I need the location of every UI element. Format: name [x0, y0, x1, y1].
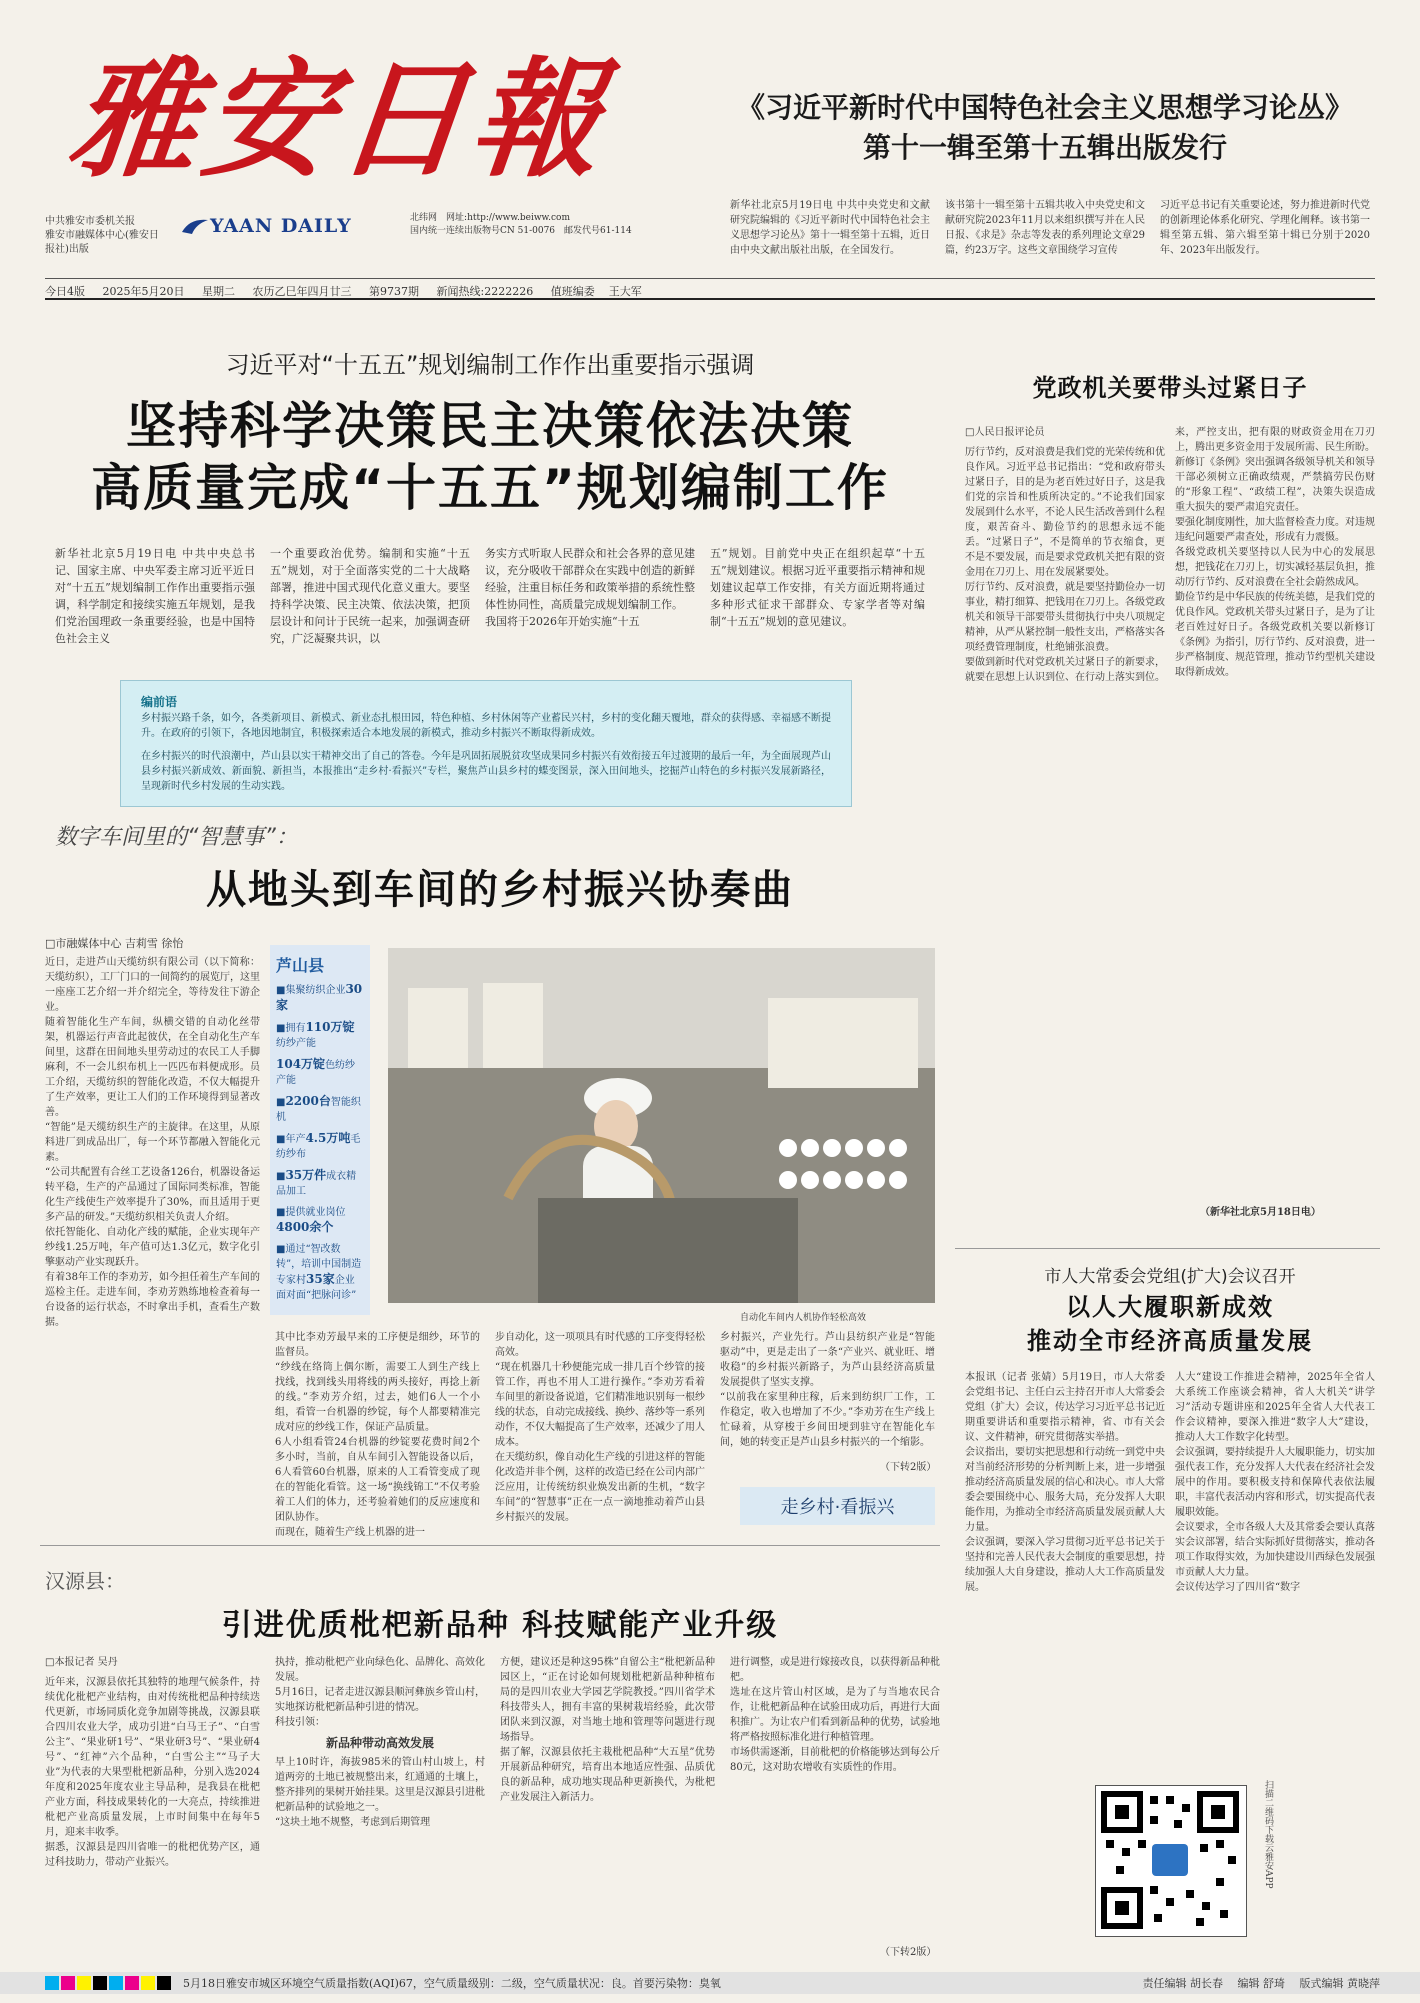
- commentary-col-2: 来，严控支出，把有限的财政资金用在刀刃上，腾出更多资金用于发展所需、民生所盼。 新修订《条例》突出强调各级领导机关和领导干部必须树立正确政绩观，严禁搞劳民伤财的“形象工程”、“政绩工程”，决策失误造成重大损失的要严肃追究责任。 要强化制度刚性，加大监督检查力度。对违规违纪问题要严肃查处，形成有力震慑。 各级党政机关要坚持以人民为中心的发展思想，把钱花在刀刃上，切实减轻基层负担，推动厉行节约、反对浪费在全社会蔚然成风。 勤俭节约是中华民族的传统美德，是我们党的优良作风。党政机关带头过紧日子，是为了让老百姓过好日子。各级党政机关要以新修订《条例》为指引，厉行节约、反对浪费，进一步严格制度、规范管理，推动节约型机关建设取得新成效。: [1175, 427, 1375, 678]
- feature-col-4: 乡村振兴，产业先行。芦山县纺织产业是“智能驱动”中，更是走出了一条“产业兴、就业旺、增收稳”的乡村振兴新路子，为芦山县经济高质量发展提供了坚实支撑。 “以前我在家里种庄稼，后来到纺织厂工作，工作稳定，收入也增加了不少。”李劝芳在生产线上忙碌着，从穿梭于乡间田埂到驻守在智能化车间，她的转变正是芦山县乡村振兴的一个缩影。: [720, 1332, 935, 1448]
- feature-kicker: 数字车间里的“智慧事”：: [55, 825, 298, 850]
- stats-sidebar-content: [270, 945, 370, 1311]
- column-tag: 走乡村·看振兴: [740, 1487, 935, 1525]
- editor-note-p2: 在乡村振兴的时代浪潮中，芦山县以实干精神交出了自己的答卷。今年是巩固拓展脱贫攻坚成果同乡村振兴有效衔接五年过渡期的最后一年，为全面展现芦山县乡村振兴新成效、新面貌、新担当，本报推出“走乡村·看振兴”专栏，聚焦芦山县乡村的蝶变图景，深入田间地头，挖掘芦山特色的乡村振兴发展新路径，呈现新时代乡村发展的生动实践。: [141, 751, 831, 792]
- website[interactable]: 网址:http://www.beiww.com: [446, 213, 571, 223]
- bird-icon: [180, 214, 210, 238]
- english-logo: YAAN DAILY: [210, 215, 352, 237]
- stats-item: [276, 982, 364, 1014]
- page-count: 今日4版: [45, 285, 85, 298]
- top-story-col-2: 该书第十一辑至第十五辑共收入中央党史和文献研究院2023年11月以来组织撰写并在人民日报、《求是》杂志等发表的系列理论文章29篇，约23万字。这些文章围绕学习宣传: [945, 200, 1145, 256]
- website-label: 北纬网: [410, 213, 438, 223]
- commentary-headline: 党政机关要带头过紧日子: [1032, 374, 1308, 402]
- qr-note: 扫描二维码下载云雅安APP: [1263, 1780, 1273, 1889]
- color-registration-marks: [45, 1976, 173, 1990]
- npc-top-rule: [955, 1248, 1380, 1249]
- stats-item-text2: 成衣精品加工: [276, 1171, 357, 1197]
- stats-item-text2: 企业面对面“把脉问诊”: [276, 1275, 357, 1301]
- aqi-notice: 5月18日雅安市城区环境空气质量指数(AQI)67，空气质量级别：二级，空气质量状况：良。首要污染物：臭氧: [183, 1977, 721, 1990]
- stats-item-text: ■: [276, 1171, 286, 1182]
- editor-note-box: [120, 680, 852, 807]
- publisher-block: [45, 215, 165, 257]
- bottom-headline: 引进优质枇杷新品种 科技赋能产业升级: [221, 1608, 779, 1643]
- top-story-title-line1: 《习近平新时代中国特色社会主义思想学习论丛》: [736, 91, 1353, 124]
- dateline-rule: [45, 298, 1375, 300]
- npc-headline-line1: 以人大履职新成效: [1066, 1293, 1274, 1321]
- stats-item-text: ■拥有: [276, 1023, 306, 1034]
- factory-photo-illustration: [388, 948, 935, 1303]
- masthead-title: 雅安日報: [62, 45, 614, 195]
- top-story-col-3: 习近平总书记有关重要论述，努力推进新时代党的创新理论体系化研究、学理化阐释。该书第一辑至第五辑、第六辑至第十辑已分别于2020年、2023年出版发行。: [1160, 200, 1370, 256]
- stats-item-number: 35家: [306, 1272, 335, 1286]
- duty-editor-name: 王大军: [608, 285, 642, 298]
- lead-headline-line1: 坚持科学决策民主决策依法决策: [126, 397, 854, 455]
- lead-col-1: 新华社北京5月19日电 中共中央总书记、国家主席、中央军委主席习近平近日对“十五五”规划编制工作作出重要指示强调，科学制定和接续实施五年规划，是我们党治国理政一条重要经验，也是中国特色社会主义: [55, 547, 255, 645]
- issue-number: 第9737期: [369, 285, 419, 298]
- stats-sidebar: [270, 945, 370, 1315]
- qr-code[interactable]: [1095, 1785, 1247, 1937]
- feature-headline: 从地头到车间的乡村振兴协奏曲: [206, 867, 794, 913]
- stats-list: [276, 982, 364, 1303]
- news-hotline: 新闻热线:2222226: [436, 285, 534, 298]
- stats-city: 芦山县: [276, 956, 325, 975]
- duty-editor-label: 值班编委: [550, 285, 595, 298]
- publication-info: [410, 212, 660, 238]
- publisher-line-2: 雅安市融媒体中心(雅安日报社)出版: [45, 230, 159, 255]
- bottom-col-2-wrap: [275, 1655, 485, 1960]
- npc-headline: [965, 1290, 1375, 1358]
- commentary-col-1: 厉行节约，反对浪费是我们党的光荣传统和优良作风。习近平总书记指出：“党和政府带头过紧日子，目的是为老百姓过好日子，这是我们党的宗旨和性质所决定的。”不论我们国家发展到什么水平，不论人民生活改善到什么程度，艰苦奋斗、勤俭节约的思想永远不能丢。“过紧日子”，不是简单的节衣缩食，更不是不要发展，而是要求党政机关把有限的资金用在刀刃上、用在发展紧要处。 厉行节约、反对浪费，就是要坚持勤俭办一切事业，精打细算、把钱用在刀刃上。各级党政机关和领导干部要带头贯彻执行中央八项规定精神，从严从紧控制一般性支出，严格落实各项经费管理制度，杜绝铺张浪费。 要做到新时代对党政机关过紧日子的新要求，就要在思想上认识到位、在行动上落实到位。: [965, 447, 1165, 683]
- footer-layout: 黄晓萍: [1347, 1977, 1380, 1990]
- qr-code-icon: [1096, 1786, 1244, 1934]
- editor-note-label: 编前语: [141, 695, 178, 709]
- lunar-date: 农历乙巳年四月廿三: [252, 285, 352, 298]
- stats-item: [276, 1057, 364, 1088]
- commentary-dateline-end: （新华社北京5月18日电）: [1200, 1207, 1321, 1218]
- stats-item: [276, 1242, 364, 1303]
- stats-item: [276, 1094, 364, 1125]
- feature-byline: □市融媒体中心 吉莉雪 徐怡: [45, 937, 184, 950]
- issn: 国内统一连续出版物号CN 51-0076: [410, 226, 556, 236]
- stats-item: [276, 1020, 364, 1051]
- footer-copy-label: 编辑: [1237, 1977, 1260, 1990]
- top-story-col-1: 新华社北京5月19日电 中共中央党史和文献研究院编辑的《习近平新时代中国特色社会主义思想学习论丛》第十一辑至第十五辑，近日由中央文献出版社出版，在全国发行。: [730, 200, 930, 256]
- npc-headline-line2: 推动全市经济高质量发展: [1027, 1327, 1313, 1355]
- bottom-col-4: 进行调整，或是进行嫁接改良，以获得新品种枇杷。 选址在这片管山村区域，是为了与当地农民合作，让枇杷新品种在试验田成功后，再进行大面积推广。为让农户们看到新品种的优势，试验地将严格按照标准化进行种植管理。 市场供需逐渐，目前枇杷的价格能够达到每公斤80元，这对助农增收有实质性的作用。: [730, 1657, 940, 1773]
- lead-col-2: 一个重要政治优势。编制和实施“十五五”规划，对于全面落实党的二十大战略部署，推进中国式现代化意义重大。要坚持科学决策、民主决策、依法决策，把顶层设计和问计于民统一起来，加强调查研究，广泛凝聚共识，以: [270, 547, 470, 645]
- editor-note-p1: 乡村振兴路千条，如今，各类新项目、新模式、新业态扎根田园，特色种植、乡村休闲等产业蓄民兴村，乡村的变化翻天覆地，群众的获得感、幸福感不断提升。在政府的引领下，各地因地制宜，积极探索适合本地发展的新模式，推动乡村振兴不断取得新成效。: [141, 713, 831, 739]
- top-rule: [45, 278, 1375, 279]
- stats-item-text2: 色纺纱产能: [276, 1060, 356, 1086]
- bottom-col-3: 方便，建议还是种这95株”自留公主“枇杷新品种园区上，“正在讨论如何规划枇杷新品种种植布局的是四川农业大学园艺学院教授。”四川省学术科技带头人，拥有丰富的果树栽培经验，此次带团队来到汉源，对当地土地和管理等问题进行现场指导。 据了解，汉源县依托主栽枇杷品种“大五星”优势开展新品种研究，培育出本地适应性强、品质优良的新品种，成功地实现品种更新换代，为枇杷产业发展注入新活力。: [500, 1657, 715, 1803]
- bottom-continued: （下转2版）: [880, 1947, 937, 1958]
- stats-item: [276, 1168, 364, 1199]
- feature-col-2: 其中比李劝芳最早来的工序便是细纱，环节的监督员。 “纱线在络筒上偶尔断，需要工人到生产线上找线，找到线头用将线的两头接好，再捻上新的线。”李劝芳介绍，过去，她们6人一个小组，看管一台机器的纱锭，每个人都要精准完成对应的纱线工作，保证产品质量。 6人小组看管24台机器的纱锭要花费时间2个多小时，当前，自从车间引入智能设备以后，6人看管60台机器，原来的人工看管变成了现在的智能化看管。这一场“换线锦工”不仅考验着工人们的体力，还考验着她们的反应速度和团队协作。 而现在，随着生产线上机器的进一: [275, 1332, 480, 1538]
- stats-item-text: ■年产: [276, 1134, 306, 1145]
- factory-photo: [388, 948, 935, 1303]
- stats-item-text: ■提供就业岗位: [276, 1207, 346, 1218]
- feature-col-1: 近日，走进芦山天缆纺织有限公司（以下简称：天缆纺织），工厂门口的一间简约的展览厅，这里一座座工艺介绍一并介绍完全，等待发往下游企业。 随着智能化生产车间，纵横交错的自动化丝带架，机器运行声音此起彼伏，在全自动化生产车间里，这群在田间地头里劳动过的农民工人手脚麻利，不一会儿织布机上一匹匹布料便成形。员工介绍，天缆纺织的智能化改造，不仅大幅提升了生产效率，更让工人们的工作环境得到显著改善。 “智能”是天缆纺织生产的主旋律。在这里，从原料进厂到成品出厂，每一个环节都融入智能化元素。 “公司共配置有合丝工艺设备126台，机器设备运转平稳，生产的产品通过了国际同类标准，智能化生产线使生产效率提升了30%，而且适用于更多产品的研发。”天缆纺织相关负责人介绍。 依托智能化、自动化产线的赋能，企业实现年产纱线1.25万吨，年产值可达1.3亿元，数字化引擎驱动产业实现跃升。 有着38年工作的李劝芳，如今担任着生产车间的巡检主任。走进车间，李劝芳熟练地检查着每一台设备的运行状态，不时拿出手机，查看生产数据。: [45, 957, 260, 1328]
- publisher-line-1: 中共雅安市委机关报: [45, 216, 135, 227]
- stats-item-number: 4.5万吨: [305, 1131, 351, 1145]
- stats-item-number: 4800余个: [276, 1220, 334, 1234]
- stats-item-text2: 毛纺纱布: [276, 1134, 361, 1160]
- top-story-title-line2: 第十一辑至第十五辑出版发行: [862, 131, 1227, 164]
- footer-bar: [0, 1972, 1420, 1994]
- stats-item: [276, 1131, 364, 1162]
- npc-kicker: 市人大常委会党组(扩大)会议召开: [1044, 1267, 1296, 1287]
- npc-col-2: 人大“建设工作推进会精神，2025年全省人大系统工作座谈会精神，省人大机关“讲学习”活动专题讲座和2025年全省人大代表工作会议精神，要深入推进“数字人大”建设，推动人大工作数字化转型。 会议强调，要持续提升人大履职能力，切实加强代表工作，充分发挥人大代表在经济社会发展中的作用。要积极支持和保障代表依法履职，丰富代表活动内容和形式，切实提高代表履职效能。 会议要求，全市各级人大及其常委会要认真落实会议部署，结合实际抓好贯彻落实，推动各项工作取得实效，为加快建设川西绿色发展强市贡献人大力量。 会议传达学习了四川省“数字: [1175, 1372, 1375, 1593]
- bottom-subheader: 新品种带动高效发展: [325, 1736, 434, 1750]
- feature-continued: （下转2版）: [880, 1462, 937, 1473]
- date: 2025年5月20日: [102, 285, 185, 298]
- masthead: [62, 30, 640, 210]
- bottom-top-rule: [40, 1545, 940, 1546]
- footer-editors: [1143, 1975, 1381, 1991]
- stats-item-text: ■通过“智改数转”，培训中国制造专家村: [276, 1244, 362, 1286]
- lead-headline-line2: 高质量完成“十五五”规划编制工作: [91, 459, 889, 517]
- stats-item-number: 104万锭: [276, 1057, 326, 1071]
- stats-item-number: 2200台: [285, 1094, 331, 1108]
- footer-editor: 胡长春: [1190, 1977, 1223, 1990]
- bottom-kicker: 汉源县：: [45, 1569, 125, 1593]
- stats-item-number: 30家: [276, 982, 363, 1012]
- npc-col-1: 本报讯（记者 张婧）5月19日，市人大常委会党组书记、主任白云主持召开市人大常委会党组（扩大）会议，传达学习习近平总书记近期重要讲话和重要指示精神，省、市有关会议、文件精神，研究贯彻落实举措。 会议指出，要切实把思想和行动统一到党中央对当前经济形势的分析判断上来，进一步增强推动经济高质量发展的信心和决心。市人大常委会要围绕中心、服务大局，充分发挥人大职能作用，为推动全市经济高质量发展贡献人大力量。 会议强调，要深入学习贯彻习近平总书记关于坚持和完善人民代表大会制度的重要思想，持续加强人大自身建设，推动人大工作高质量发展。: [965, 1372, 1165, 1593]
- postal-code: 邮发代号61-114: [564, 226, 632, 236]
- top-story-title: [700, 88, 1390, 168]
- yaan-daily-logo: [180, 214, 400, 238]
- stats-item-number: 35万件: [285, 1168, 327, 1182]
- feature-col-3: 步自动化，这一项项具有时代感的工序变得轻松高效。 “现在机器几十秒便能完成一排几百个纱管的接管工作，再也不用人工进行操作。”李劝芳看着车间里的新设备说道，它们精准地识别每一根纱线的状态，自动完成接线、换纱、落纱等一系列动作，不仅大幅提高了生产效率，还减少了用人成本。 在天缆纺织，像自动化生产线的引进这样的智能化改造并非个例，这样的改造已经在公司内部广泛应用，让传统纺织业焕发出新的生机，“数字车间”的“智慧事”正在一点一滴地推动着芦山县乡村振兴的发展。: [495, 1332, 705, 1523]
- commentary-byline: □人民日报评论员: [965, 427, 1045, 438]
- bottom-col-2b: 早上10时许，海拔985米的管山村山坡上，村道两旁的土地已被规整出来，红通通的土壤上，整齐排列的果树开始挂果。这里是汉源县引进枇杷新品种的试验地之一。 “这块土地不规整，考虑到后期管理: [275, 1757, 485, 1828]
- bottom-byline: □本报记者 吴丹: [45, 1657, 118, 1668]
- lead-col-3: 务实方式听取人民群众和社会各界的意见建议，充分吸收干部群众在实践中创造的新鲜经验，注重目标任务和政策举措的系统性整体性协同性，高质量完成规划编制工作。 我国将于2026年开始实施“十五: [485, 547, 695, 628]
- stats-item-text2: 智能织机: [276, 1097, 361, 1123]
- footer-layout-label: 版式编辑: [1299, 1977, 1344, 1990]
- footer-copy: 舒琦: [1263, 1977, 1285, 1990]
- bottom-col-2: 执持，推动枇杷产业向绿色化、品牌化、高效化发展。 5月16日，记者走进汉源县顺河彝族乡管山村，实地探访枇杷新品种引进的情况。 科技引领：: [275, 1657, 485, 1728]
- stats-item-text: ■集聚纺织企业: [276, 985, 346, 996]
- footer-editor-label: 责任编辑: [1142, 1977, 1187, 1990]
- dateline: [45, 283, 656, 299]
- weekday: 星期二: [202, 285, 235, 298]
- lead-headline: [55, 395, 925, 519]
- lead-col-4: 五”规划。目前党中央正在组织起草“十五五”规划建议。根据习近平重要指示精神和规划建议起草工作安排，有关方面近期将通过多种形式征求干部群众、专家学者等对编制“十五五”规划的意见建议。: [710, 547, 925, 628]
- stats-item-text2: 纺纱产能: [276, 1038, 316, 1049]
- stats-item: [276, 1205, 364, 1236]
- lead-kicker: 习近平对“十五五”规划编制工作作出重要指示强调: [225, 351, 755, 379]
- photo-caption: 自动化车间内人机协作轻松高效: [740, 1313, 867, 1323]
- stats-item-number: 110万锭: [305, 1020, 355, 1034]
- stats-item-text: ■: [276, 1097, 286, 1108]
- bottom-col-1: 近年来，汉源县依托其独特的地理气候条件，持续优化枇杷产业结构，由对传统枇杷品种持续迭代更新，市场同质化竞争加剧等挑战，汉源县联合四川农业大学，成功引进“白马王子”、“白雪公主”、“果业研1号”、“果业研3号”、“果业研4号”、“红神”六个品种，“白雪公主”“马子大业”为代表的大果型枇杷新品种，分别入选2024年度和2025年度农业主导品种，是我县在枇杷产业方面，科技成果转化的一大亮点，持续推进枇杷产业高质量发展，上市时间集中在每年5月，迎来丰收季。 据悉，汉源县是四川省唯一的枇杷优势产区，通过科技助力，带动产业振兴。: [45, 1677, 260, 1868]
